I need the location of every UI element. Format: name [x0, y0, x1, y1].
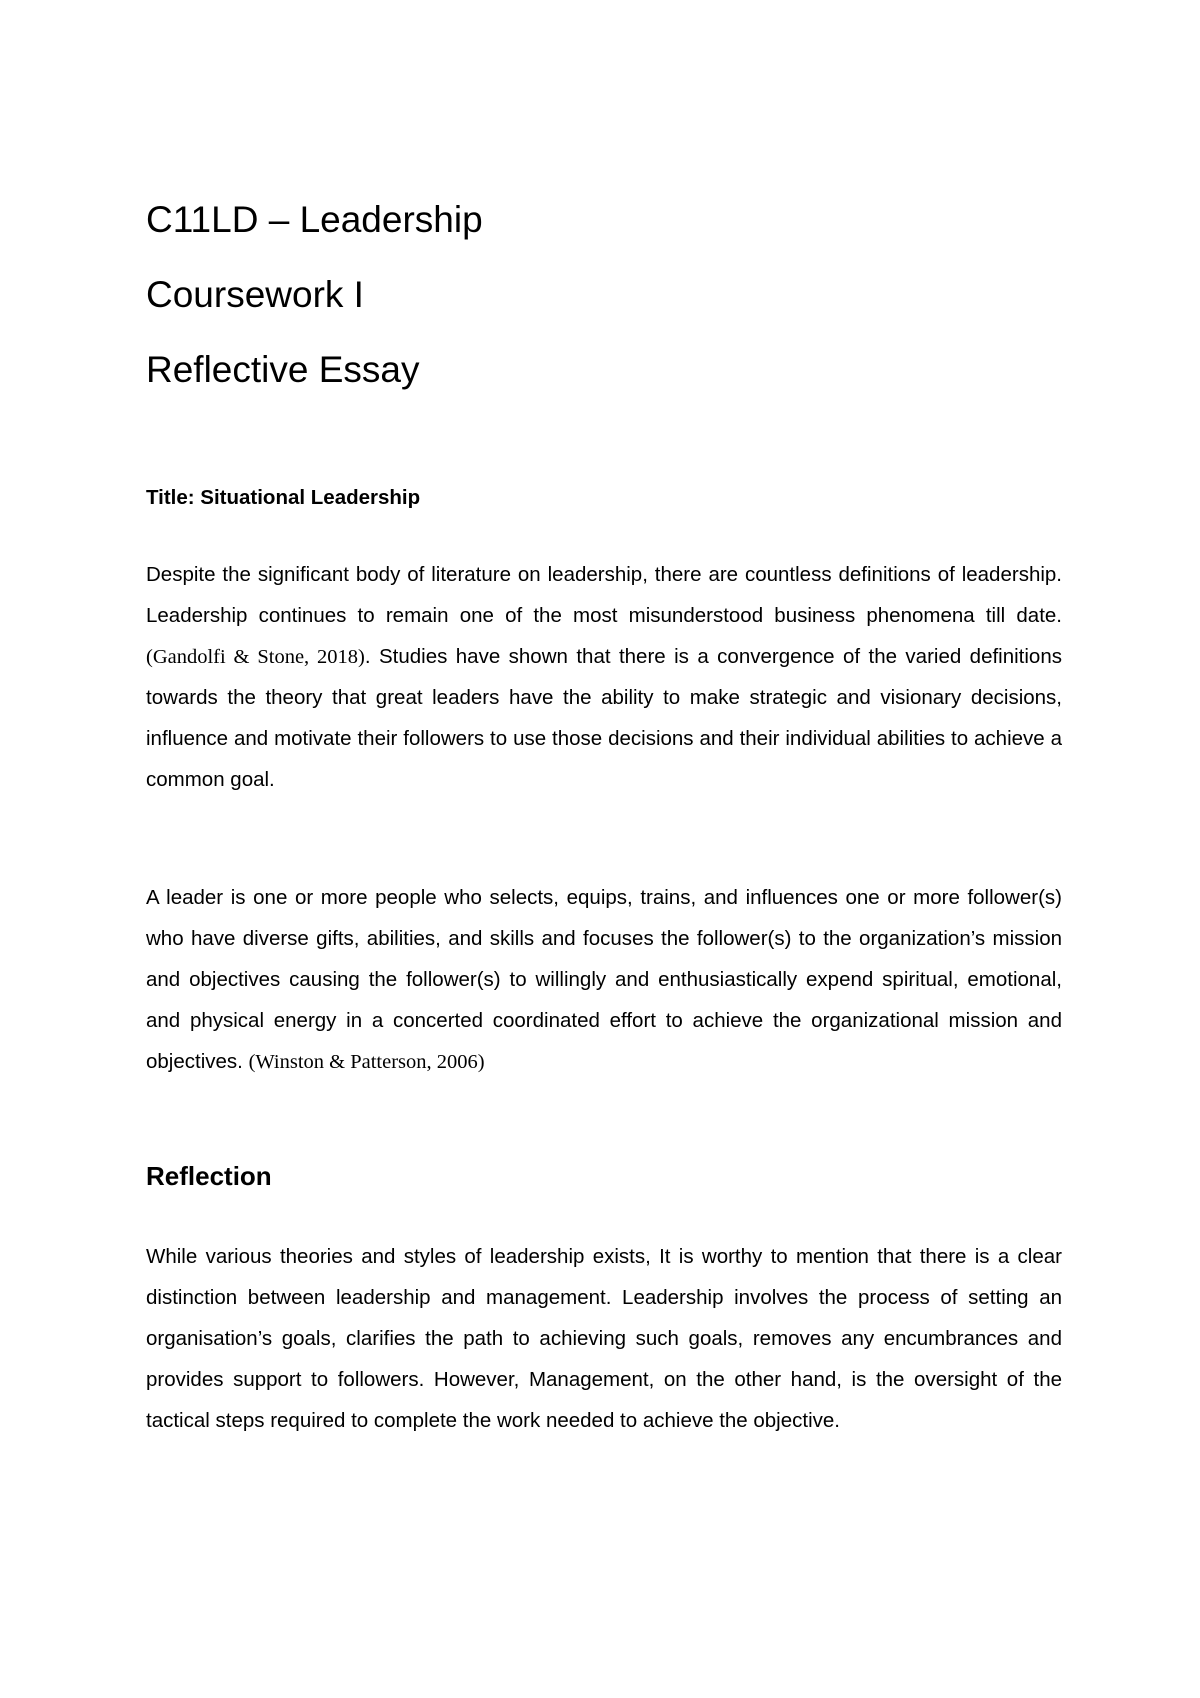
course-code-heading: C11LD – Leadership	[146, 199, 483, 240]
reflection-heading: Reflection	[146, 1161, 272, 1191]
citation-winston-patterson: (Winston & Patterson, 2006)	[248, 1050, 485, 1073]
document-title: Title: Situational Leadership	[146, 486, 421, 509]
citation-gandolfi-stone: (Gandolfi & Stone, 2018)	[146, 645, 365, 668]
document-header	[146, 198, 1066, 423]
intro-paragraph-text-b: . Studies have shown that there is a convergence of the varied definitions towards the theory that great leaders have the ability to make strategic and visionary decisions, influence and motivate their followers to use those decisions and their individual abilities to achieve a common goal.	[146, 644, 1062, 791]
leader-definition-paragraph	[146, 878, 1062, 1083]
intro-paragraph-text-a: Despite the significant body of literature on leadership, there are countless definitions of leadership. Leadership continues to remain one of the most misunderstood business phenomena till date.	[146, 563, 1062, 627]
leader-definition-text: A leader is one or more people who selects, equips, trains, and influences one or more follower(s) who have diverse gifts, abilities, and skills and focuses the follower(s) to the organization’s mission and objectives causing the follower(s) to willingly and enthusiastically expend spiritual, emotional, and physical energy in a concerted coordinated effort to achieve the organizational mission and objectives.	[146, 886, 1062, 1073]
reflection-paragraph: While various theories and styles of leadership exists, It is worthy to mention that there is a clear distinction between leadership and management. Leadership involves the process of setting an organisation’s goals, clarifies the path to achieving such goals, removes any encumbrances and provides support to followers. However, Management, on the other hand, is the oversight of the tactical steps required to complete the work needed to achieve the objective.	[146, 1245, 1062, 1432]
coursework-heading: Coursework I	[146, 274, 364, 315]
essay-type-heading: Reflective Essay	[146, 349, 420, 390]
intro-paragraph	[146, 555, 1062, 800]
